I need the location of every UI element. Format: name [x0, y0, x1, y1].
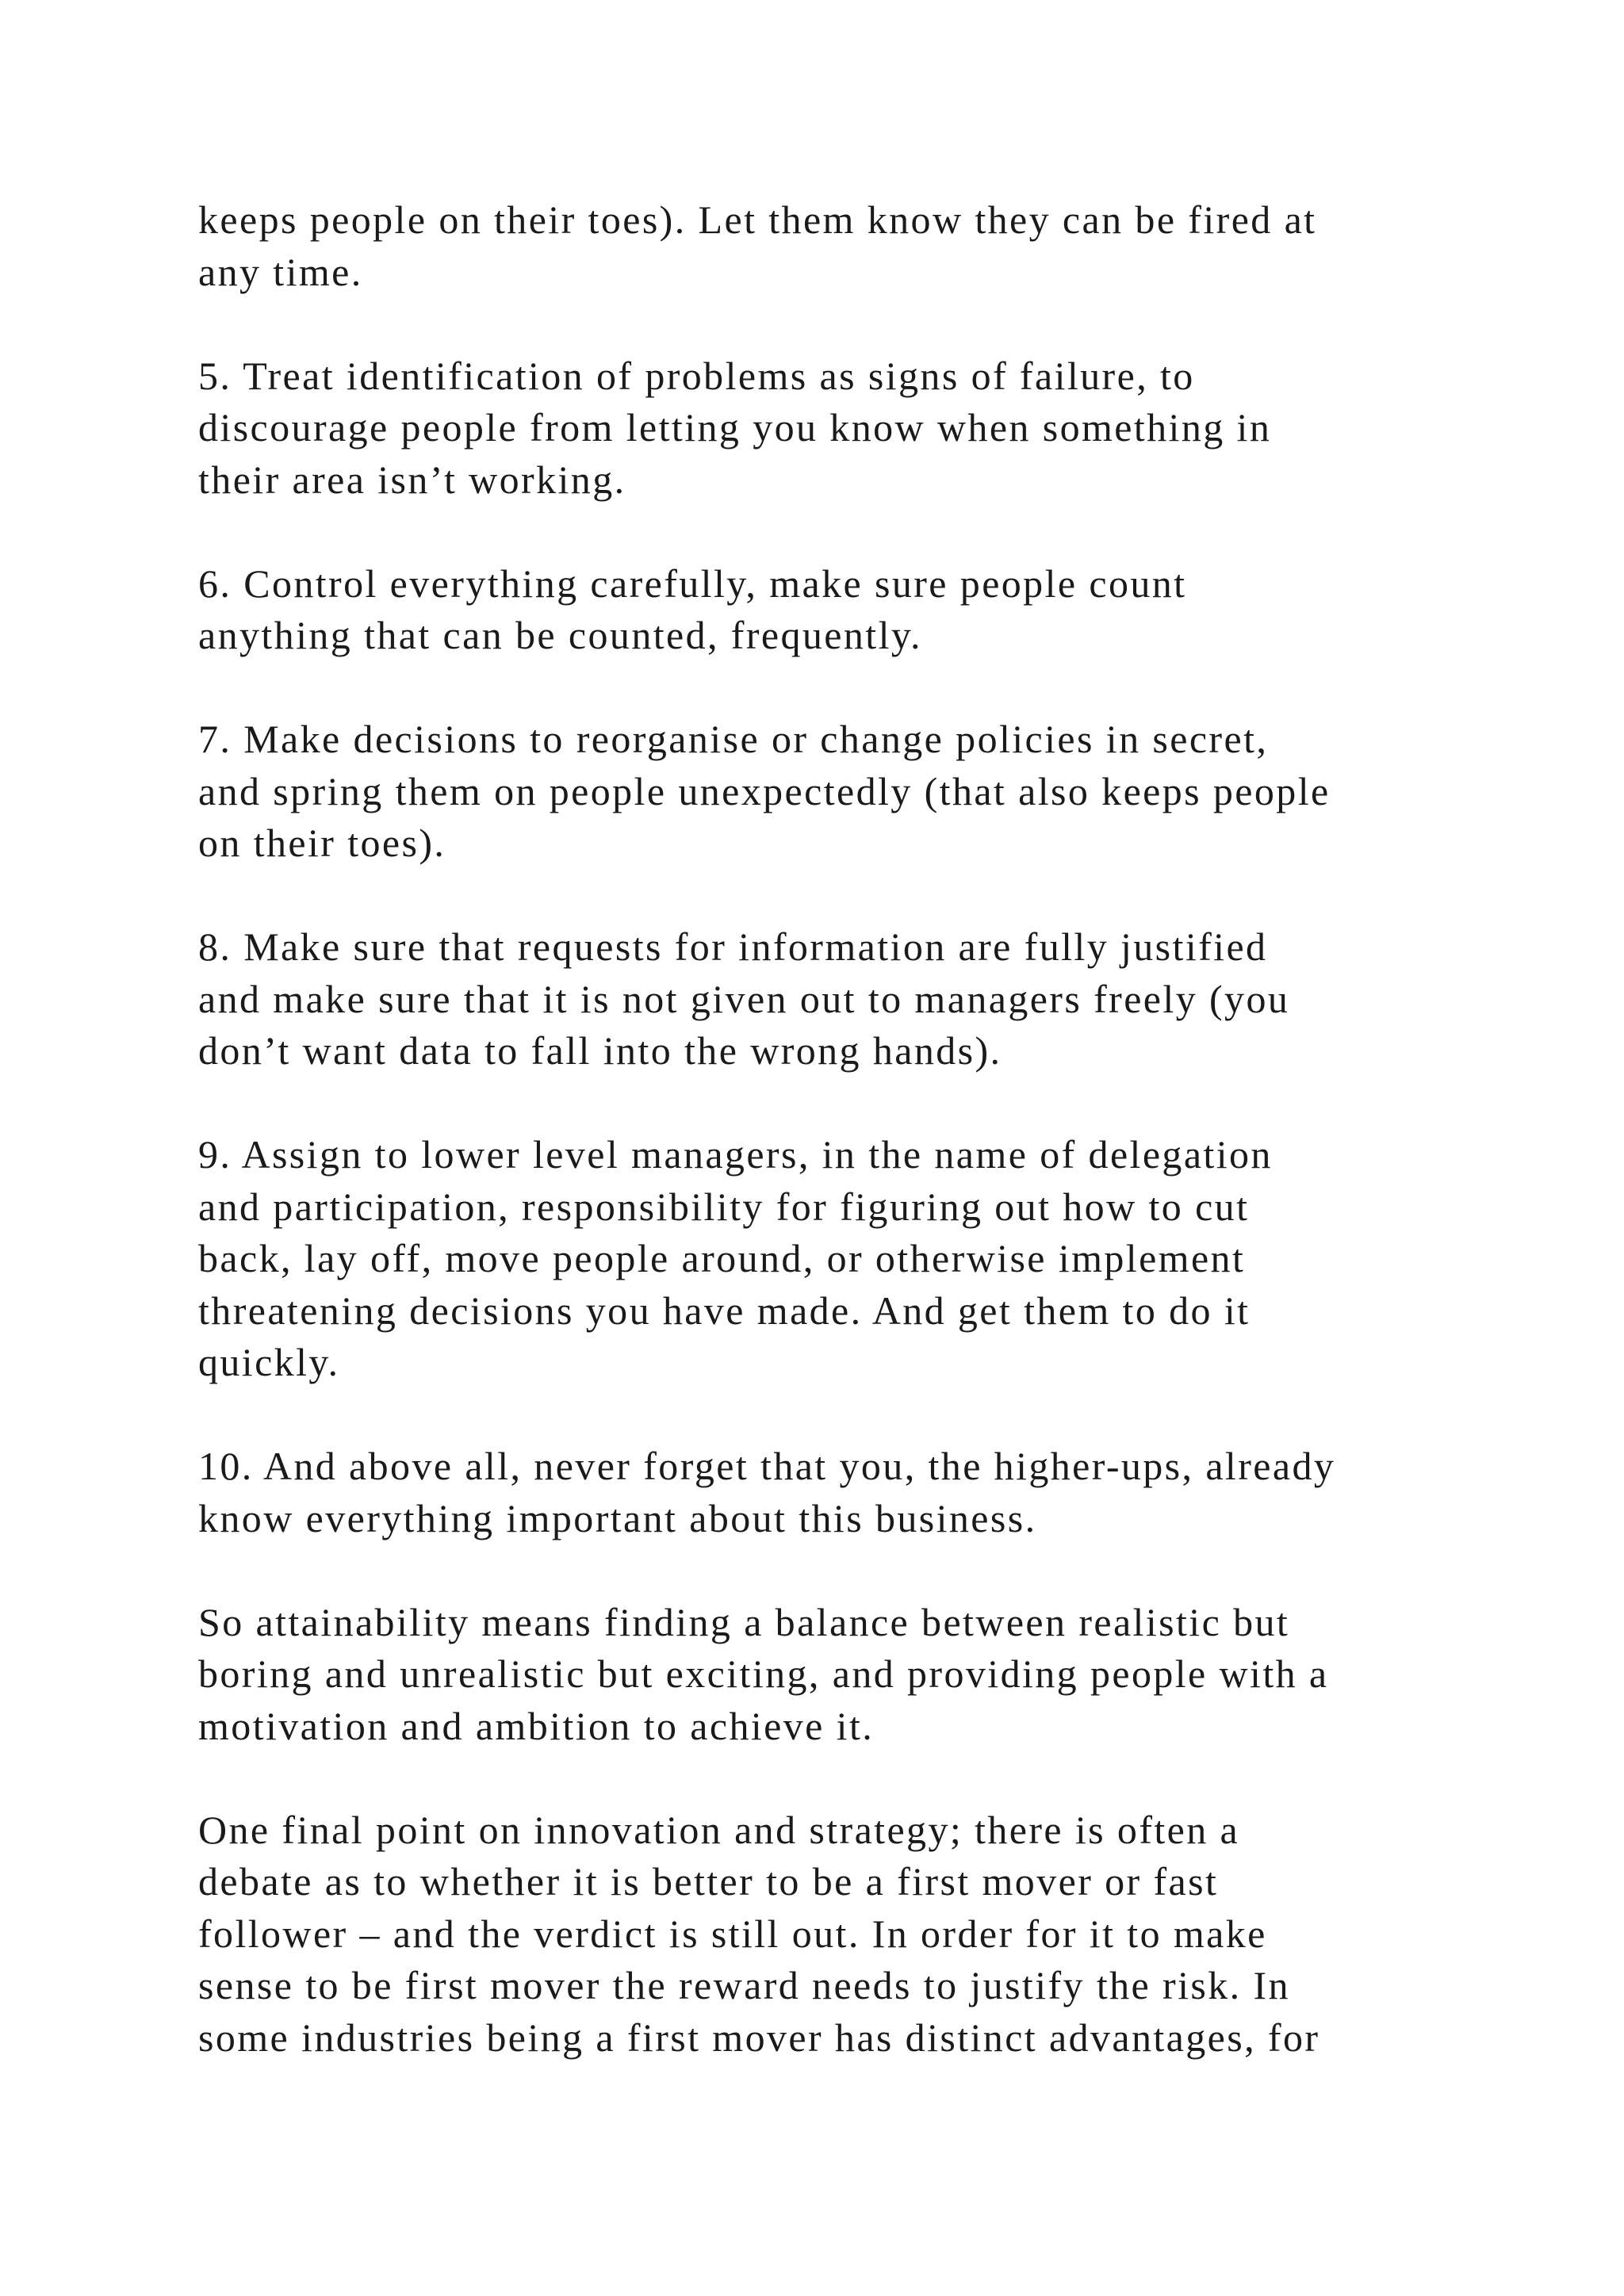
paragraph-attainability — [198, 1597, 1483, 1753]
text-line: 6. Control everything carefully, make sure people count — [198, 561, 1187, 606]
list-item-6 — [198, 558, 1483, 662]
paragraph-innovation-strategy — [198, 1804, 1483, 2064]
text-line: their area isn’t working. — [198, 457, 626, 502]
text-line: sense to be first mover the reward needs to justify the risk. In — [198, 1963, 1290, 2007]
text-line: quickly. — [198, 1340, 340, 1384]
list-item-10 — [198, 1441, 1483, 1544]
text-line: don’t want data to fall into the wrong hands). — [198, 1028, 1002, 1073]
list-item-5 — [198, 350, 1483, 507]
text-line: follower – and the verdict is still out. In order for it to make — [198, 1911, 1267, 1956]
list-item-7 — [198, 714, 1483, 870]
text-line: any time. — [198, 249, 363, 294]
text-line: discourage people from letting you know when something in — [198, 405, 1272, 450]
text-line: threatening decisions you have made. And get them to do it — [198, 1288, 1251, 1333]
text-line: and make sure that it is not given out to managers freely (you — [198, 976, 1290, 1021]
text-line: and spring them on people unexpectedly (that also keeps people — [198, 768, 1331, 813]
text-line: anything that can be counted, frequently. — [198, 613, 922, 657]
list-item-9 — [198, 1129, 1483, 1389]
text-line: 9. Assign to lower level managers, in the name of delegation — [198, 1132, 1273, 1177]
text-line: back, lay off, move people around, or otherwise implement — [198, 1236, 1246, 1280]
text-line: 7. Make decisions to reorganise or change policies in secret, — [198, 717, 1269, 761]
text-line: So attainability means finding a balance between realistic but — [198, 1599, 1290, 1644]
text-line: on their toes). — [198, 821, 446, 865]
document-body — [198, 194, 1483, 2116]
text-line: One final point on innovation and strategy; there is often a — [198, 1807, 1240, 1852]
text-line: and participation, responsibility for figuring out how to cut — [198, 1184, 1250, 1229]
text-line: some industries being a first mover has distinct advantages, for — [198, 2015, 1320, 2060]
text-line: 5. Treat identification of problems as signs of failure, to — [198, 353, 1195, 398]
text-line: keeps people on their toes). Let them know they can be fired at — [198, 197, 1317, 242]
text-line: know everything important about this business. — [198, 1495, 1037, 1540]
paragraph-continuation — [198, 194, 1483, 298]
text-line: debate as to whether it is better to be a first mover or fast — [198, 1859, 1219, 1904]
text-line: motivation and ambition to achieve it. — [198, 1703, 875, 1748]
text-line: 10. And above all, never forget that you, the higher-ups, already — [198, 1444, 1336, 1488]
text-line: 8. Make sure that requests for information are fully justified — [198, 924, 1268, 969]
text-line: boring and unrealistic but exciting, and providing people with a — [198, 1651, 1329, 1696]
list-item-8 — [198, 921, 1483, 1077]
